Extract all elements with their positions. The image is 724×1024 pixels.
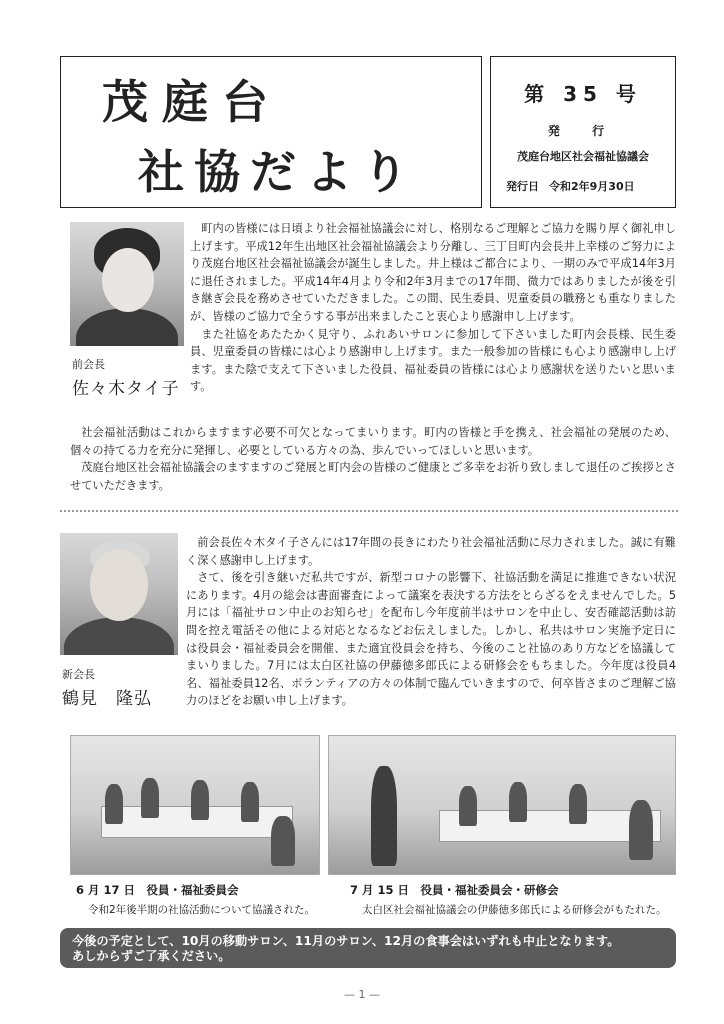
meeting-photo-june <box>70 735 320 875</box>
new-chair-role: 新会長 <box>62 668 95 681</box>
notice-line1: 今後の予定として、10月の移動サロン、11月のサロン、12月の食事会はいずれも中止となります。 <box>72 934 620 948</box>
former-paragraph: また社協をあたたかく見守り、ふれあいサロンに参加して下さいました町内会長様、民生委員、児童委員の皆様には心より感謝申し上げます。また一般参加の皆様にも心より感謝申し上げます。また陰で支えて下さいました役員、福祉委員の皆様には心より感謝状を送りたいと思います。 <box>190 327 676 394</box>
photo-caption-desc: 太白区社会福祉協議会の伊藤徳多郎氏による研修会がもたれた。 <box>362 904 667 916</box>
page-number: — 1 — <box>344 988 380 1001</box>
former-paragraph: 町内の皆様には日頃より社会福祉協議会に対し、格別なるご理解とご協力を賜り厚く御礼申し上げます。平成12年生出地区社会福祉協議会より分離し、三丁目町内会長井上幸様のご努力により茂庭台地区社会福祉協議会が誕生しました。井上様はご都合により、一期のみで平成14年3月に退任されました。平成14年4月より令和2年3月までの17年間、微力ではありましたが後を引き継ぎ会長を務めさせていただきました。この間、民生委員、児童委員の職務とも重なりましたが、皆様のご協力で全うする事が出来ましたこと衷心より感謝申し上げます。 <box>190 222 676 323</box>
former-message-1 <box>190 220 676 396</box>
meeting-photo-july <box>328 735 676 875</box>
title-line1: 茂庭台 <box>102 75 282 129</box>
former-chair-photo <box>70 222 184 346</box>
publish-date <box>506 178 645 194</box>
publish-label: 発 行 <box>547 124 619 138</box>
photo-caption-desc: 令和2年後半期の社協活動について協議された。 <box>88 904 315 916</box>
photo-caption-title: 6 月 17 日 役員・福祉委員会 <box>76 883 239 897</box>
former-message-2 <box>70 424 676 494</box>
former-paragraph: 茂庭台地区社会福祉協議会のますますのご発展と町内会の皆様のご健康とご多幸をお祈り致しまして退任のご挨拶とさせていただきます。 <box>70 461 676 492</box>
publish-date-value: 令和2年9月30日 <box>549 180 635 193</box>
new-message <box>186 534 676 710</box>
issue-number: 第 35 号 <box>524 82 642 106</box>
publish-date-label: 発行日 <box>506 180 539 193</box>
photo-caption-title: 7 月 15 日 役員・福祉委員会・研修会 <box>350 883 559 897</box>
new-paragraph: さて、後を引き継いだ私共ですが、新型コロナの影響下、社協活動を満足に推進できない状況にあります。4月の総会は書面審査によって議案を表決する方法をとらざるをえませんでした。5月には「福祉サロン中止のお知らせ」を配布し今年度前半はサロンを中止し、安否確認活動は訪問を控え電話その他による対応となるなどお伝えしました。しかし、私共はサロン実施予定日には役員会・福祉委員会を開催、また適宜役員会を持ち、今後のこと社協のあり方などを協議してまいりました。7月には太白区社協の伊藤徳多郎氏による研修会をもちました。今年度は役員4名、福祉委員12名、ボランティアの方々の体制で臨んでいきますので、何卒皆さまのご理解ご協力のほどをお願い申し上げます。 <box>186 571 676 708</box>
schedule-notice <box>60 928 676 968</box>
former-chair-role: 前会長 <box>72 358 105 371</box>
publisher-name: 茂庭台地区社会福祉協議会 <box>517 150 649 163</box>
former-chair-name: 佐々木タイ子 <box>72 379 180 399</box>
section-divider <box>60 510 678 512</box>
former-paragraph: 社会福祉活動はこれからますます必要不可欠となってまいります。町内の皆様と手を携え、社会福祉の発展のため、個々の持てる力を充分に発揮し、必要としている方々の為、歩んでいってほしいと思います。 <box>70 426 676 457</box>
title-line2: 社協だより <box>138 145 418 199</box>
new-chair-photo <box>60 533 178 655</box>
notice-line2: あしからずご了承ください。 <box>72 949 231 963</box>
new-chair-name: 鶴見 隆弘 <box>62 689 152 709</box>
new-paragraph: 前会長佐々木タイ子さんには17年間の長きにわたり社会福祉活動に尽力されました。誠に有難く深く感謝申し上げます。 <box>186 536 676 567</box>
